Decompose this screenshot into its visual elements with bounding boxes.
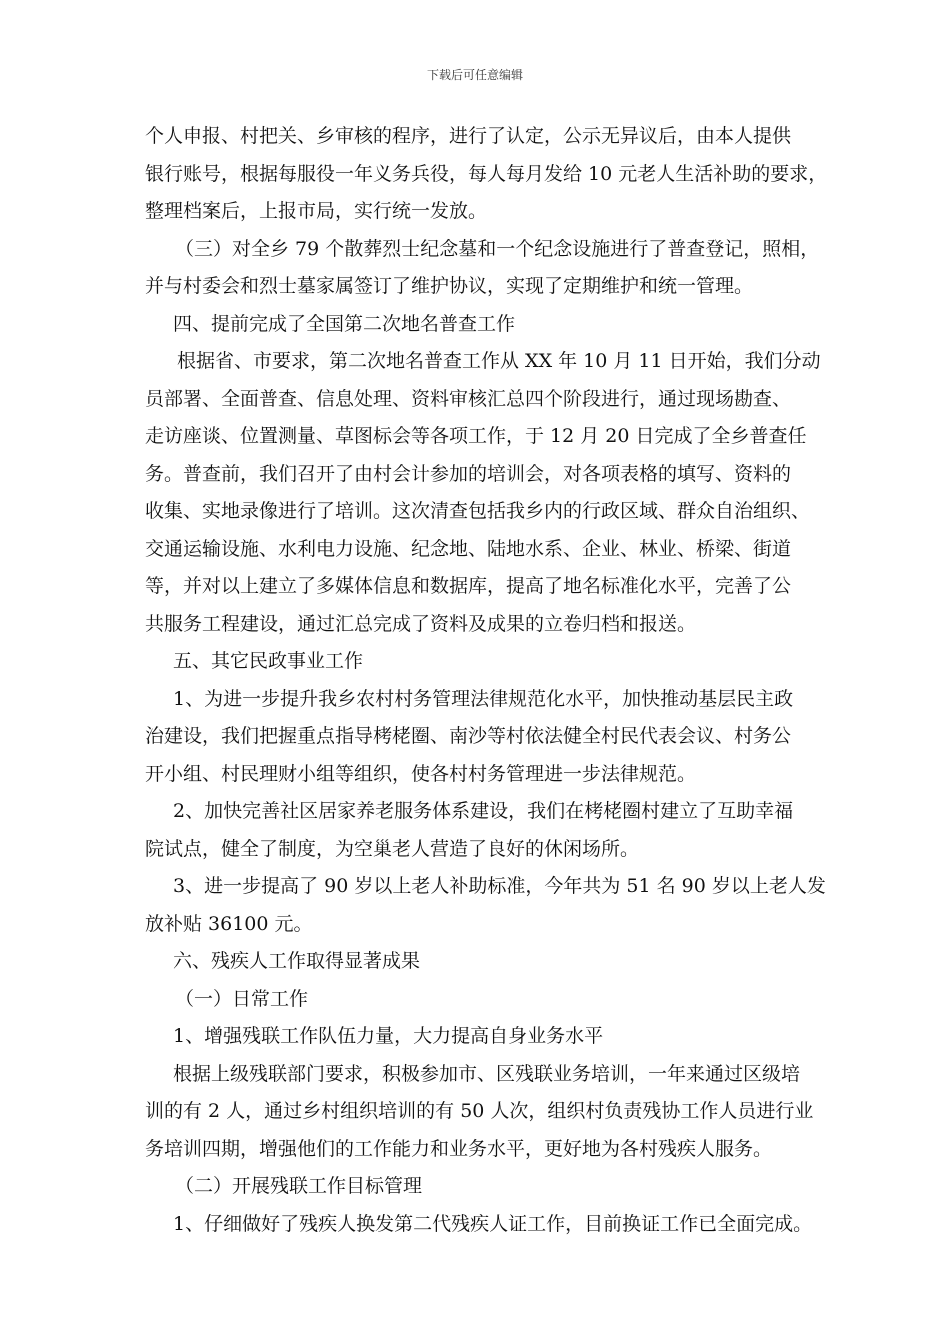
section-heading: 四、提前完成了全国第二次地名普查工作	[173, 312, 516, 335]
text-line: 2、加快完善社区居家养老服务体系建设，我们在栲栳圈村建立了互助幸福	[173, 800, 794, 822]
text-line: 并与村委会和烈士墓家属签订了维护协议，实现了定期维护和统一管理。	[145, 275, 754, 297]
document-body	[145, 118, 828, 1243]
text-line: 整理档案后，上报市局，实行统一发放。	[145, 200, 488, 222]
text-line: 走访座谈、位置测量、草图标会等各项工作，于 12 月 20 日完成了全乡普查任	[145, 425, 807, 447]
text-line: （三）对全乡 79 个散葬烈士纪念墓和一个纪念设施进行了普查登记，照相，	[175, 237, 820, 260]
text-line: 院试点，健全了制度，为空巢老人营造了良好的休闲场所。	[145, 837, 640, 860]
text-line: 3、进一步提高了 90 岁以上老人补助标准，今年共为 51 名 90 岁以上老人发	[173, 875, 826, 897]
text-line: 根据省、市要求，第二次地名普查工作从 XX 年 10 月 11 日开始，我们分动	[177, 350, 821, 372]
text-line: 放补贴 36100 元。	[145, 912, 313, 935]
text-line: 1、为进一步提升我乡农村村务管理法律规范化水平，加快推动基层民主政	[173, 687, 794, 710]
text-line: 治建设，我们把握重点指导栲栳圈、南沙等村依法健全村民代表会议、村务公	[145, 725, 792, 747]
subsection-heading: （二）开展残联工作目标管理	[175, 1175, 423, 1197]
text-line: 交通运输设施、水利电力设施、纪念地、陆地水系、企业、林业、桥梁、街道	[145, 537, 792, 560]
section-heading: 五、其它民政事业工作	[173, 650, 364, 672]
text-line: 员部署、全面普查、信息处理、资料审核汇总四个阶段进行，通过现场勘查、	[145, 387, 792, 410]
section-heading: 六、残疾人工作取得显著成果	[173, 950, 421, 972]
text-line: 等，并对以上建立了多媒体信息和数据库，提高了地名标准化水平，完善了公	[145, 575, 792, 597]
page-header: 下载后可任意编辑	[426, 68, 523, 82]
text-line: 银行账号，根据每服役一年义务兵役，每人每月发给 10 元老人生活补助的要求，	[145, 162, 828, 185]
text-line: 1、仔细做好了残疾人换发第二代残疾人证工作，目前换证工作已全面完成。	[173, 1212, 813, 1235]
text-line: 收集、实地录像进行了培训。这次清查包括我乡内的行政区域、群众自治组织、	[145, 500, 811, 522]
text-line: 开小组、村民理财小组等组织，使各村村务管理进一步法律规范。	[145, 762, 697, 785]
text-line: 共服务工程建设，通过汇总完成了资料及成果的立卷归档和报送。	[145, 612, 697, 635]
text-line: 训的有 2 人，通过乡村组织培训的有 50 人次，组织村负责残协工作人员进行业	[145, 1100, 814, 1122]
text-line: 务培训四期，增强他们的工作能力和业务水平，更好地为各村残疾人服务。	[145, 1137, 773, 1160]
text-line: 根据上级残联部门要求，积极参加市、区残联业务培训，一年来通过区级培	[173, 1062, 801, 1085]
text-line: 1、增强残联工作队伍力量，大力提高自身业务水平	[173, 1025, 604, 1047]
subsection-heading: （一）日常工作	[175, 987, 309, 1010]
text-line: 个人申报、村把关、乡审核的程序，进行了认定，公示无异议后，由本人提供	[145, 125, 792, 147]
text-line: 务。普查前，我们召开了由村会计参加的培训会，对各项表格的填写、资料的	[145, 462, 792, 485]
